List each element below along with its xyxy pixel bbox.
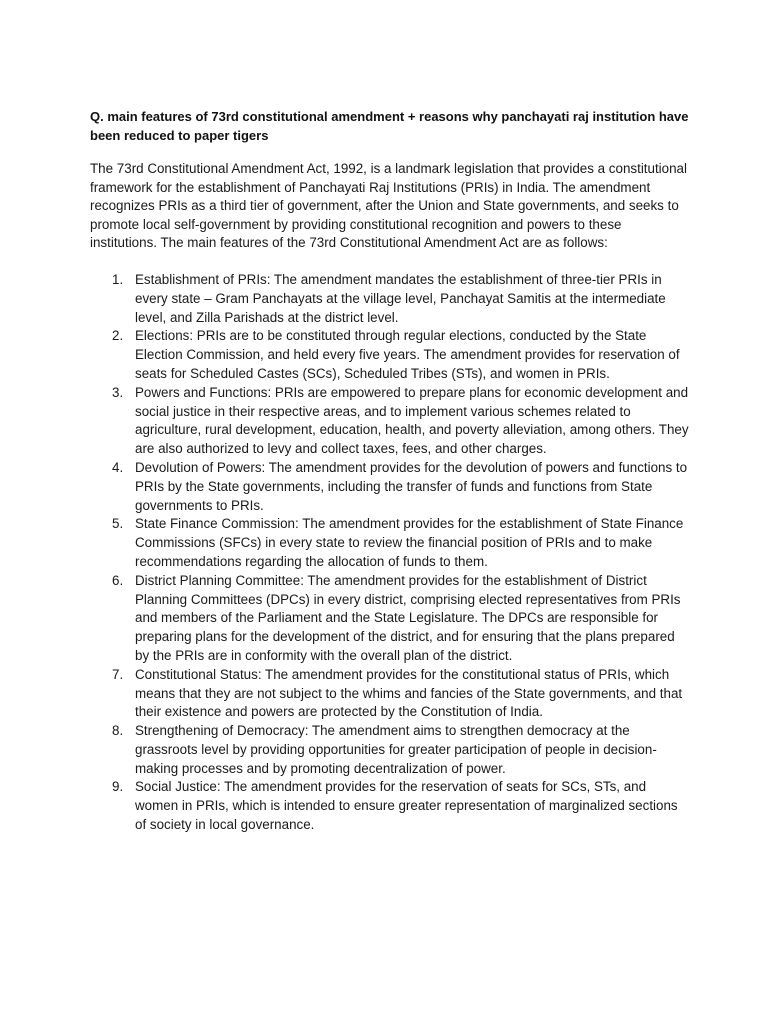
question-heading: Q. main features of 73rd constitutional amendment + reasons why panchayati raj institution have been reduced to paper tigers — [90, 109, 689, 143]
list-item — [90, 666, 690, 722]
list-item-text: State Finance Commission: The amendment provides for the establishment of State Finance Commissions (SFCs) in every state to review the financial position of PRIs and to make recommendations regarding the allocation of funds to them. — [135, 516, 684, 569]
list-item-number: 6. — [112, 572, 124, 588]
list-item — [90, 384, 690, 459]
list-item-number: 8. — [112, 723, 124, 739]
list-item — [90, 459, 690, 515]
list-item — [90, 722, 690, 778]
list-item — [90, 572, 690, 666]
document-content — [90, 107, 690, 835]
list-item — [90, 515, 690, 571]
list-item-number: 5. — [112, 516, 124, 532]
list-item-number: 1. — [112, 271, 124, 287]
list-item-text: District Planning Committee: The amendment provides for the establishment of District Planning Committees (DPCs) in every district, comprising elected representatives from PRIs and members of the Parliament and the State Legislature. The DPCs are responsible for preparing plans for the development of the district, and for ensuring that the plans prepared by the PRIs are in conformity with the overall plan of the district. — [135, 572, 681, 663]
list-item-number: 9. — [112, 779, 124, 795]
list-item-number: 7. — [112, 666, 124, 682]
list-item-text: Devolution of Powers: The amendment provides for the devolution of powers and functions to PRIs by the State governments, including the transfer of funds and functions from State governments to PRIs. — [135, 459, 688, 513]
list-item — [90, 778, 690, 834]
list-item-text: Powers and Functions: PRIs are empowered to prepare plans for economic development and social justice in their respective areas, and to implement various schemes related to agriculture, rural development, education, health, and poverty alleviation, among others. They are also authorized to levy and collect taxes, fees, and other charges. — [135, 384, 689, 457]
list-item — [90, 271, 690, 327]
list-item-number: 4. — [112, 459, 124, 475]
intro-paragraph: The 73rd Constitutional Amendment Act, 1992, is a landmark legislation that provides a constitutional framework for the establishment of Panchayati Raj Institutions (PRIs) in India. The amendment recognizes PRIs as a third tier of government, after the Union and State governments, and seeks to promote local self-government by providing constitutional recognition and powers to these institutions. The main features of the 73rd Constitutional Amendment Act are as follows: — [90, 161, 687, 251]
list-item — [90, 327, 690, 383]
list-item-text: Social Justice: The amendment provides for the reservation of seats for SCs, STs, and women in PRIs, which is intended to ensure greater representation of marginalized sections of society in local governance. — [135, 779, 678, 833]
list-item-text: Establishment of PRIs: The amendment mandates the establishment of three-tier PRIs in every state – Gram Panchayats at the village level, Panchayat Samitis at the intermediate level, and Zilla Parishads at the district level. — [135, 271, 666, 325]
list-item-text: Elections: PRIs are to be constituted through regular elections, conducted by the State Election Commission, and held every five years. The amendment provides for reservation of seats for Scheduled Castes (SCs), Scheduled Tribes (STs), and women in PRIs. — [135, 328, 680, 381]
list-item-text: Strengthening of Democracy: The amendment aims to strengthen democracy at the grassroots level by providing opportunities for greater participation of people in decision-making processes and by promoting decentralization of power. — [135, 723, 657, 776]
list-item-number: 3. — [112, 384, 124, 400]
features-list — [90, 271, 690, 835]
list-item-text: Constitutional Status: The amendment provides for the constitutional status of PRIs, which means that they are not subject to the whims and fancies of the State governments, and that their existence and powers are protected by the Constitution of India. — [135, 666, 683, 720]
list-item-number: 2. — [112, 328, 124, 344]
